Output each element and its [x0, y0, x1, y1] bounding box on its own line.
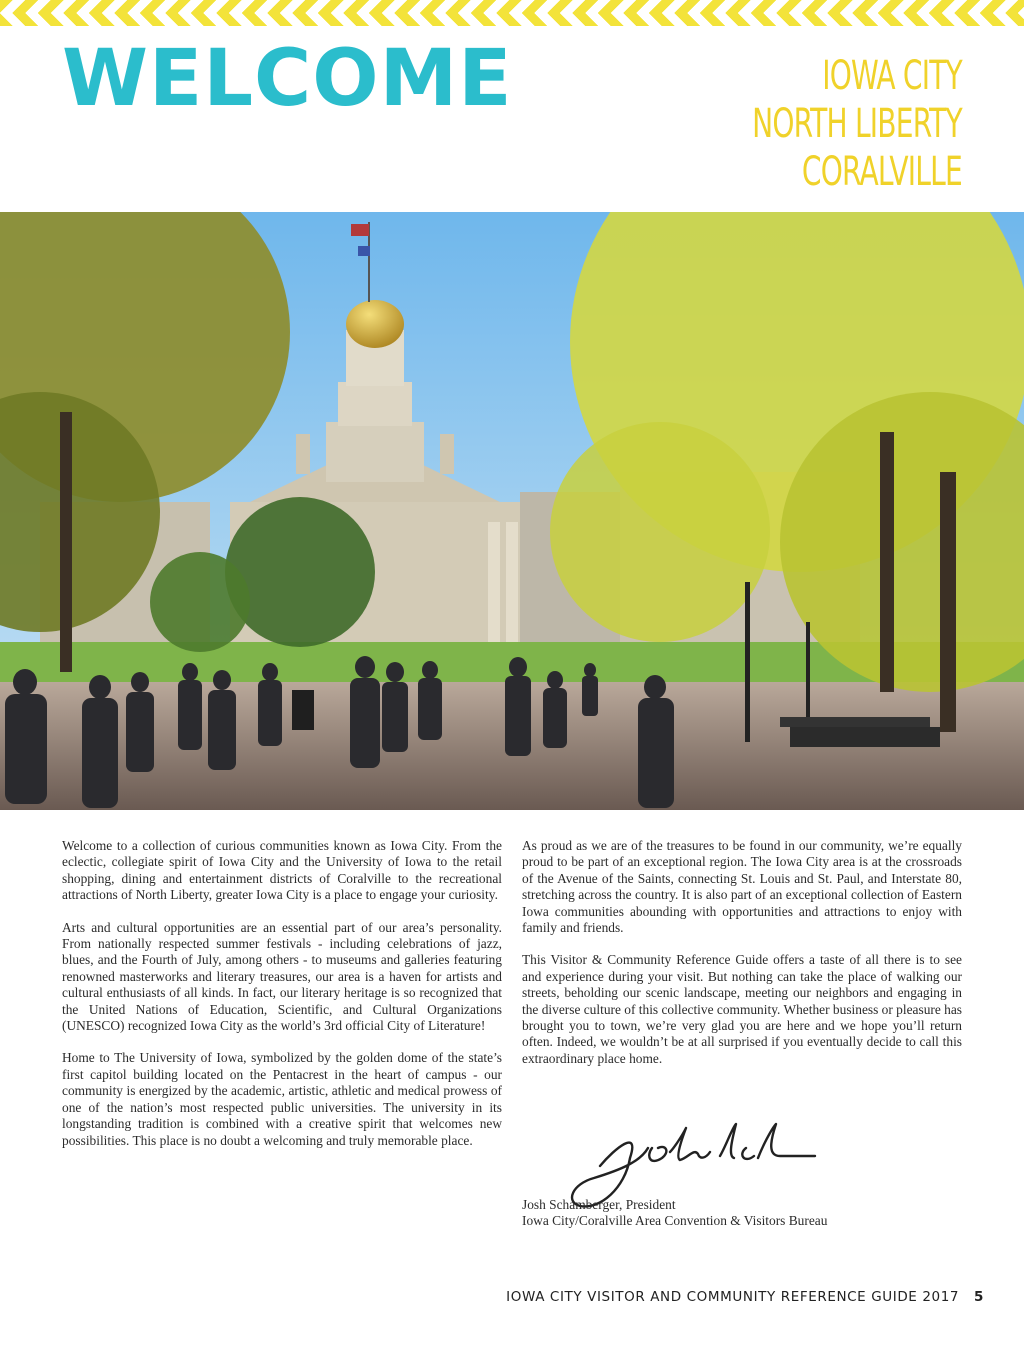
chevron-border: [0, 0, 1024, 26]
left-column: [62, 838, 502, 1165]
body-paragraph: As proud as we are of the treasures to be found in our community, we’re equally proud to be part of an exceptional region. The Iowa City area is at the crossroads of the Avenue of the Saints, connecting St. Louis and St. Paul, and Interstate 80, stretching across the country. It is also part of an exceptional collection of Eastern Iowa communities abounding with opportunities and attractions to enjoy with family and friends.: [522, 838, 962, 936]
right-column: [522, 838, 962, 1083]
page-title: WELCOME: [62, 34, 513, 124]
city-list: [752, 52, 962, 196]
city-coralville: CORALVILLE: [802, 149, 962, 195]
body-paragraph: This Visitor & Community Reference Guide offers a taste of all there is to see and experience during your visit. But nothing can take the place of walking our streets, beholding our scenic landscape, meeting our neighbors and engaging in the diverse culture of this collective community. Whether business or pleasure has brought you to town, we’re very glad you are here and we hope you’ll return often. Indeed, we wouldn’t be at all surprised if you eventually decide to call this extraordinary place home.: [522, 952, 962, 1066]
body-paragraph: Welcome to a collection of curious communities known as Iowa City. From the eclectic, collegiate spirit of Iowa City and the University of Iowa to the retail shopping, dining and entertainment districts of Coralville to the recreational attractions of North Liberty, greater Iowa City is a place to engage your curiosity.: [62, 838, 502, 903]
body-paragraph: Arts and cultural opportunities are an essential part of our area’s personality. From nationally respected summer festivals - including celebrations of jazz, blues, and the Fourth of July, among others - to museums and galleries featuring renowned masterworks and literary treasures, our area is a haven for artists and cultural enthusiasts of all kinds. In fact, our literary heritage is so recognized that the United Nations of Education, Scientific, and Cultural Organizations (UNESCO) recognized Iowa City as the world’s 3rd official City of Literature!: [62, 919, 502, 1034]
city-iowa-city: IOWA CITY: [822, 53, 962, 99]
campus-photo: [0, 212, 1024, 810]
signature-organization: Iowa City/Coralville Area Convention & Visitors Bureau: [522, 1213, 828, 1229]
page-footer: [506, 1289, 984, 1305]
page-number: 5: [974, 1289, 984, 1305]
signature-name: Josh Schamberger, President: [522, 1197, 676, 1212]
city-north-liberty: NORTH LIBERTY: [752, 101, 962, 147]
guide-title: IOWA CITY VISITOR AND COMMUNITY REFERENCE GUIDE 2017: [506, 1289, 960, 1305]
signature-block: [522, 1197, 827, 1230]
body-paragraph: Home to The University of Iowa, symbolized by the golden dome of the state’s first capitol building located on the Pentacrest in the heart of campus - our community is energized by the academic, artistic, athletic and medical prowess of one of the nation’s most respected public universities. The university in its longstanding tradition is combined with a creative spirit that welcomes new possibilities. This place is no doubt a welcoming and truly memorable place.: [62, 1050, 502, 1148]
